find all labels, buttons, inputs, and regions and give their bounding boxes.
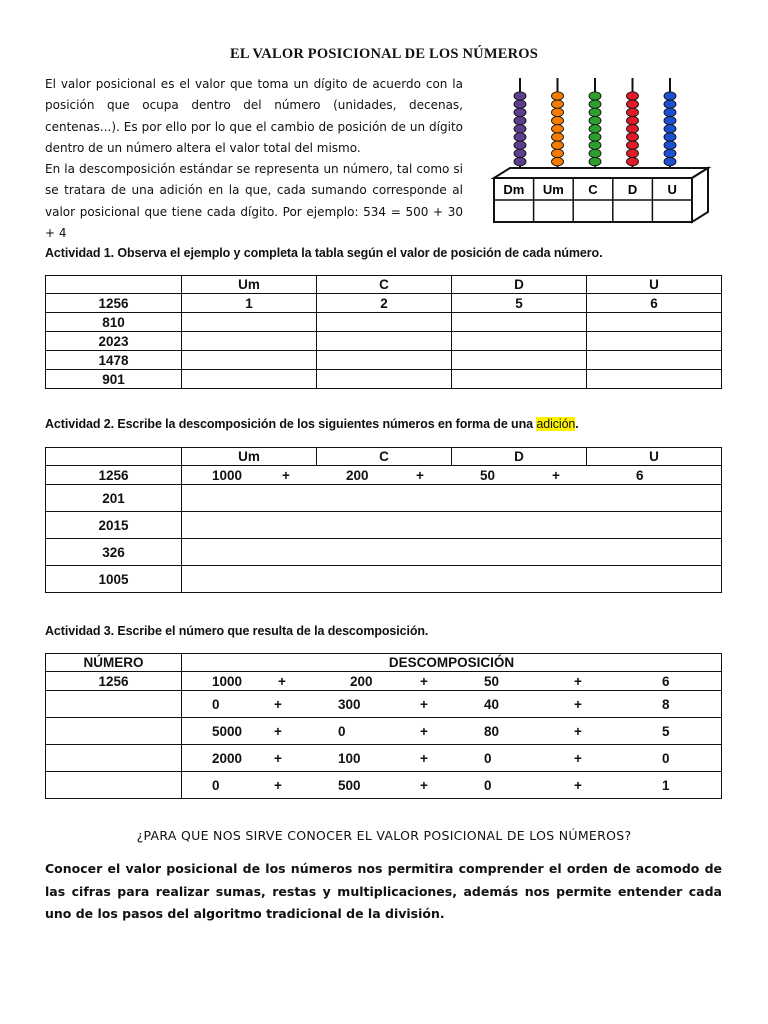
intro-text	[45, 74, 463, 244]
abacus-bead	[552, 125, 564, 133]
answer-cell[interactable]	[182, 485, 722, 512]
abacus-bead	[664, 100, 676, 108]
activity-2-table	[45, 447, 722, 593]
header-cell	[46, 276, 182, 294]
answer-cell[interactable]	[182, 566, 722, 593]
table-row	[46, 351, 722, 370]
value-cell[interactable]	[452, 351, 587, 370]
header-cell: Um	[182, 448, 317, 466]
abacus-bead	[514, 157, 526, 165]
abacus-place-label: Dm	[503, 182, 525, 197]
table-header-row	[46, 654, 722, 672]
abacus-bead	[664, 116, 676, 124]
table-header-row	[46, 276, 722, 294]
abacus-illustration	[488, 74, 720, 226]
table-row	[46, 566, 722, 593]
abacus-place-label: C	[588, 182, 598, 197]
plus-sign: +	[282, 467, 290, 483]
table-header-row	[46, 448, 722, 466]
section-question: ¿PARA QUE NOS SIRVE CONOCER EL VALOR POSICIONAL DE LOS NÚMEROS?	[136, 828, 632, 843]
value-cell[interactable]	[587, 313, 722, 332]
plus-sign: +	[574, 673, 582, 689]
value-cell[interactable]	[182, 313, 317, 332]
term: 5000	[212, 723, 243, 739]
value-cell[interactable]	[587, 332, 722, 351]
value-cell[interactable]	[452, 370, 587, 389]
number-cell: 810	[46, 313, 182, 332]
abacus-bead	[627, 133, 639, 141]
number-cell: 1256	[46, 466, 182, 485]
abacus-bead	[514, 125, 526, 133]
plus-sign: +	[416, 467, 424, 483]
abacus-bead	[552, 92, 564, 100]
term: 200	[350, 673, 373, 689]
term: 50	[480, 467, 496, 483]
term: 8	[662, 696, 670, 712]
number-cell: 1256	[46, 294, 182, 313]
abacus-place-label: D	[627, 182, 638, 197]
plus-sign: +	[420, 777, 428, 793]
abacus-bead	[664, 125, 676, 133]
answer-cell[interactable]	[46, 745, 182, 772]
number-cell: 901	[46, 370, 182, 389]
header-cell: U	[587, 276, 722, 294]
activity-2-heading-end: .	[575, 417, 579, 431]
term: 50	[484, 673, 500, 689]
abacus-bead	[552, 100, 564, 108]
plus-sign: +	[274, 777, 282, 793]
answer-cell[interactable]	[182, 512, 722, 539]
abacus-bead	[589, 108, 601, 116]
abacus-bead	[552, 133, 564, 141]
activity-2-heading-text: Actividad 2. Escribe la descomposición de los siguientes números en forma de una	[45, 417, 537, 431]
value-cell[interactable]	[182, 370, 317, 389]
header-cell: NÚMERO	[46, 654, 182, 672]
abacus-bead	[514, 133, 526, 141]
activity-3-table	[45, 653, 722, 799]
plus-sign: +	[274, 750, 282, 766]
decomposition-cell	[182, 691, 722, 718]
number-cell: 201	[46, 485, 182, 512]
table-row	[46, 672, 722, 691]
table-row	[46, 539, 722, 566]
abacus-bead	[664, 149, 676, 157]
header-cell: U	[587, 448, 722, 466]
decomposition-cell	[182, 718, 722, 745]
value-cell[interactable]	[317, 332, 452, 351]
abacus-bead	[552, 108, 564, 116]
abacus-bead	[627, 125, 639, 133]
plus-sign: +	[420, 673, 428, 689]
value-cell[interactable]	[317, 351, 452, 370]
term: 40	[484, 696, 500, 712]
term: 0	[662, 750, 670, 766]
term: 1000	[212, 673, 243, 689]
term: 6	[662, 673, 670, 689]
abacus-bead	[589, 100, 601, 108]
abacus-bead	[589, 133, 601, 141]
term: 0	[484, 750, 492, 766]
abacus-bead	[589, 141, 601, 149]
intro-paragraph-1: El valor posicional es el valor que toma un dígito de acuerdo con la posición que ocupa dentro del número (unidades, decenas, centenas...). Es por ello por lo que el cambio de posición de un dígito dentro de un número altera el valor total del mismo.	[45, 77, 463, 155]
plus-sign: +	[574, 777, 582, 793]
term: 500	[338, 777, 361, 793]
abacus-place-label: U	[667, 182, 677, 197]
abacus-bead	[514, 141, 526, 149]
number-cell: 326	[46, 539, 182, 566]
term: 0	[484, 777, 492, 793]
value-cell[interactable]	[587, 370, 722, 389]
page-title: EL VALOR POSICIONAL DE LOS NÚMEROS	[229, 46, 539, 62]
activity-1-table	[45, 275, 722, 389]
term: 80	[484, 723, 500, 739]
answer-cell[interactable]	[46, 718, 182, 745]
term: 0	[212, 777, 220, 793]
value-cell[interactable]: 5	[452, 294, 587, 313]
abacus-bead	[627, 157, 639, 165]
value-cell[interactable]	[452, 313, 587, 332]
term: 0	[338, 723, 346, 739]
abacus-bead	[589, 125, 601, 133]
number-cell: 1005	[46, 566, 182, 593]
value-cell[interactable]	[452, 332, 587, 351]
table-row	[46, 485, 722, 512]
highlighted-word: adición	[536, 417, 576, 431]
plus-sign: +	[420, 750, 428, 766]
table-row	[46, 745, 722, 772]
abacus-bead	[589, 116, 601, 124]
table-row	[46, 294, 722, 313]
term: 0	[212, 696, 220, 712]
table-row	[46, 691, 722, 718]
plus-sign: +	[420, 696, 428, 712]
value-cell[interactable]	[317, 313, 452, 332]
term: 100	[338, 750, 361, 766]
plus-sign: +	[274, 723, 282, 739]
header-cell: C	[317, 276, 452, 294]
closing-paragraph: Conocer el valor posicional de los números nos permitira comprender el orden de acomodo de las cifras para realizar sumas, restas y multiplicaciones, además nos permite entender cada uno de los pasos del algoritmo tradicional de la división.	[45, 861, 722, 921]
abacus-bead	[664, 108, 676, 116]
plus-sign: +	[574, 696, 582, 712]
abacus-bead	[589, 149, 601, 157]
term: 1000	[212, 467, 243, 483]
abacus-bead	[514, 92, 526, 100]
abacus-bead	[514, 116, 526, 124]
plus-sign: +	[552, 467, 560, 483]
value-cell[interactable]	[182, 351, 317, 370]
abacus-bead	[627, 141, 639, 149]
term: 300	[338, 696, 361, 712]
value-cell[interactable]	[317, 370, 452, 389]
number-cell: 2023	[46, 332, 182, 351]
abacus-bead	[589, 92, 601, 100]
decomposition-cell	[182, 772, 722, 799]
abacus-bead	[627, 116, 639, 124]
header-cell	[46, 448, 182, 466]
abacus-bead	[589, 157, 601, 165]
term: 2000	[212, 750, 243, 766]
decomposition-cell	[182, 466, 722, 485]
value-cell[interactable]	[182, 332, 317, 351]
term: 5	[662, 723, 670, 739]
activity-1-heading: Actividad 1. Observa el ejemplo y completa la tabla según el valor de posición de cada número.	[45, 246, 603, 260]
abacus-bead	[664, 92, 676, 100]
table-row	[46, 512, 722, 539]
plus-sign: +	[574, 723, 582, 739]
decomposition-cell	[182, 672, 722, 691]
number-cell: 1478	[46, 351, 182, 370]
table-row	[46, 370, 722, 389]
table-row	[46, 772, 722, 799]
term: 6	[636, 467, 644, 483]
number-cell: 1256	[46, 672, 182, 691]
plus-sign: +	[278, 673, 286, 689]
abacus-bead	[627, 108, 639, 116]
answer-cell[interactable]	[46, 772, 182, 799]
answer-cell[interactable]	[182, 539, 722, 566]
abacus-bead	[627, 100, 639, 108]
plus-sign: +	[274, 696, 282, 712]
abacus-place-label: Um	[542, 182, 564, 197]
table-row	[46, 718, 722, 745]
abacus-bead	[514, 108, 526, 116]
header-cell: C	[317, 448, 452, 466]
activity-3-heading: Actividad 3. Escribe el número que resulta de la descomposición.	[45, 624, 429, 638]
abacus-bead	[627, 92, 639, 100]
header-cell: Um	[182, 276, 317, 294]
abacus-bead	[627, 149, 639, 157]
abacus-bead	[552, 157, 564, 165]
value-cell[interactable]: 2	[317, 294, 452, 313]
abacus-bead	[664, 157, 676, 165]
table-row	[46, 466, 722, 485]
abacus-bead	[552, 116, 564, 124]
abacus-bead	[664, 133, 676, 141]
value-cell[interactable]: 1	[182, 294, 317, 313]
header-cell: D	[452, 448, 587, 466]
activity-2-heading	[45, 417, 579, 431]
header-cell: DESCOMPOSICIÓN	[182, 654, 722, 672]
term: 1	[662, 777, 670, 793]
header-cell: D	[452, 276, 587, 294]
plus-sign: +	[420, 723, 428, 739]
value-cell[interactable]	[587, 351, 722, 370]
table-row	[46, 332, 722, 351]
value-cell[interactable]: 6	[587, 294, 722, 313]
term: 200	[346, 467, 369, 483]
table-row	[46, 313, 722, 332]
decomposition-cell	[182, 745, 722, 772]
abacus-bead	[552, 141, 564, 149]
abacus-bead	[552, 149, 564, 157]
answer-cell[interactable]	[46, 691, 182, 718]
abacus-bead	[514, 149, 526, 157]
intro-paragraph-2: En la descomposición estándar se representa un número, tal como si se tratara de una adición en la que, cada sumando corresponde al valor posicional que tiene cada dígito. Por ejemplo: 534 = 500 + 30 + 4	[45, 162, 463, 241]
number-cell: 2015	[46, 512, 182, 539]
abacus-bead	[664, 141, 676, 149]
plus-sign: +	[574, 750, 582, 766]
abacus-bead	[514, 100, 526, 108]
